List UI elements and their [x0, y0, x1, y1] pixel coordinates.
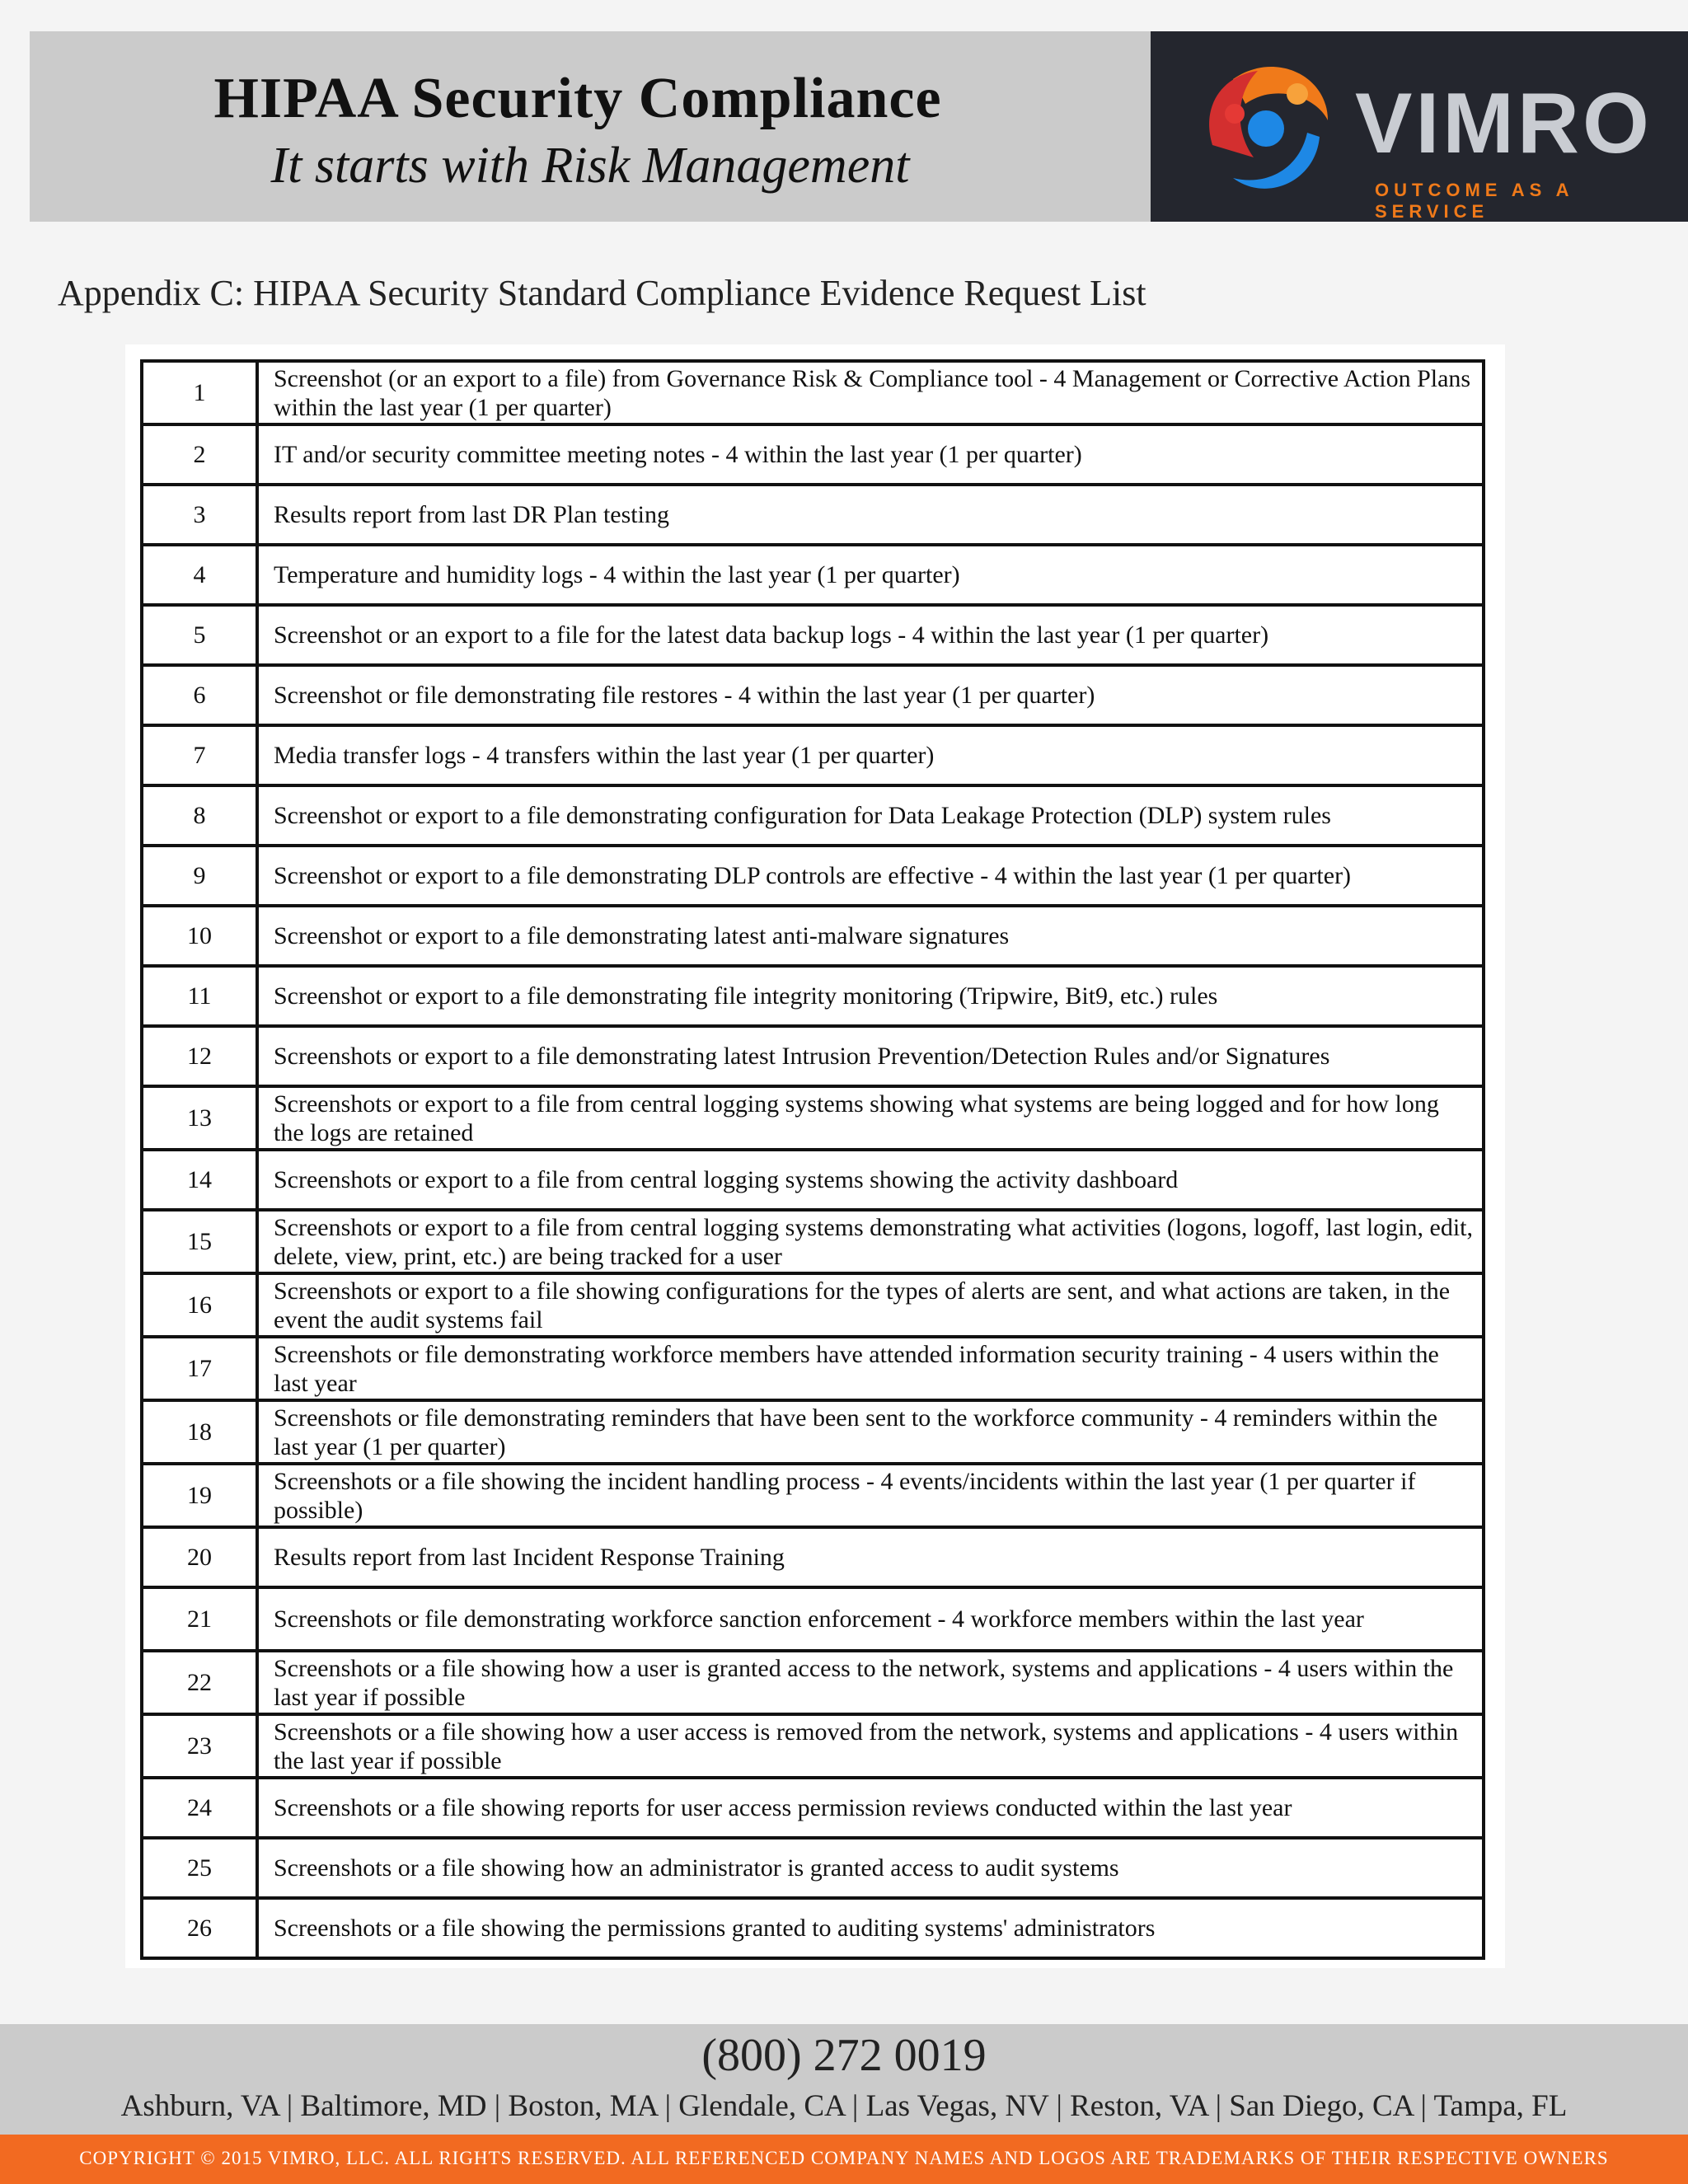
row-number: 18	[142, 1400, 257, 1464]
footer-phone: (800) 272 0019	[701, 2030, 987, 2081]
row-description: Screenshots or export to a file showing configurations for the types of alerts are sent, and what actions are taken, in the event the audit systems fail	[257, 1273, 1484, 1337]
row-number: 17	[142, 1337, 257, 1400]
row-number: 6	[142, 665, 257, 725]
row-description: Screenshots or file demonstrating workforce members have attended information security training - 4 users within the last year	[257, 1337, 1484, 1400]
row-number: 15	[142, 1210, 257, 1273]
copyright-text: COPYRIGHT © 2015 VIMRO, LLC. ALL RIGHTS RESERVED. ALL REFERENCED COMPANY NAMES AND LOGOS ARE TRADEMARKS OF THEIR RESPECTIVE OWNERS	[79, 2148, 1609, 2168]
footer	[0, 2024, 1688, 2135]
row-description: Screenshots or export to a file from central logging systems demonstrating what activities (logons, logoff, last login, edit, delete, view, print, etc.) are being tracked for a user	[257, 1210, 1484, 1273]
row-number: 26	[142, 1898, 257, 1958]
row-number: 25	[142, 1838, 257, 1898]
table-row	[142, 1778, 1484, 1838]
row-number: 21	[142, 1587, 257, 1651]
row-number: 2	[142, 424, 257, 485]
row-number: 7	[142, 725, 257, 785]
table-row	[142, 1150, 1484, 1210]
row-number: 24	[142, 1778, 257, 1838]
table-row	[142, 1587, 1484, 1651]
row-description: Screenshots or a file showing how a user access is removed from the network, systems and applications - 4 users within the last year if possible	[257, 1714, 1484, 1778]
row-number: 3	[142, 485, 257, 545]
row-description: Screenshots or a file showing how an administrator is granted access to audit systems	[257, 1838, 1484, 1898]
row-description: Media transfer logs - 4 transfers within the last year (1 per quarter)	[257, 725, 1484, 785]
page-header	[30, 31, 1151, 222]
row-description: Temperature and humidity logs - 4 within the last year (1 per quarter)	[257, 545, 1484, 605]
row-number: 16	[142, 1273, 257, 1337]
row-description: Screenshot or export to a file demonstrating latest anti-malware signatures	[257, 906, 1484, 966]
row-number: 20	[142, 1527, 257, 1587]
row-description: Screenshots or file demonstrating workforce sanction enforcement - 4 workforce members within the last year	[257, 1587, 1484, 1651]
evidence-table-panel	[125, 344, 1505, 1968]
row-number: 8	[142, 785, 257, 846]
table-row	[142, 846, 1484, 906]
row-description: IT and/or security committee meeting notes - 4 within the last year (1 per quarter)	[257, 424, 1484, 485]
table-row	[142, 1464, 1484, 1527]
table-row	[142, 906, 1484, 966]
row-description: Screenshot or export to a file demonstrating DLP controls are effective - 4 within the last year (1 per quarter)	[257, 846, 1484, 906]
row-description: Screenshots or a file showing the incident handling process - 4 events/incidents within the last year (1 per quarter if possible)	[257, 1464, 1484, 1527]
row-number: 19	[142, 1464, 257, 1527]
row-description: Screenshot or an export to a file for the latest data backup logs - 4 within the last year (1 per quarter)	[257, 605, 1484, 665]
row-description: Screenshots or a file showing the permissions granted to auditing systems' administrators	[257, 1898, 1484, 1958]
row-description: Screenshot or export to a file demonstrating file integrity monitoring (Tripwire, Bit9, etc.) rules	[257, 966, 1484, 1026]
row-description: Screenshots or a file showing how a user is granted access to the network, systems and applications - 4 users within the last year if possible	[257, 1651, 1484, 1714]
copyright-bar	[0, 2135, 1688, 2184]
table-row	[142, 1527, 1484, 1587]
row-description: Screenshots or export to a file from central logging systems showing what systems are being logged and for how long the logs are retained	[257, 1086, 1484, 1150]
logo-tagline: OUTCOME AS A SERVICE	[1375, 180, 1573, 222]
row-number: 23	[142, 1714, 257, 1778]
row-description: Screenshots or a file showing reports for user access permission reviews conducted within the last year	[257, 1778, 1484, 1838]
table-row	[142, 1898, 1484, 1958]
page-subtitle: It starts with Risk Management	[270, 138, 910, 194]
table-row	[142, 665, 1484, 725]
table-row	[142, 1838, 1484, 1898]
table-row	[142, 1714, 1484, 1778]
footer-locations: Ashburn, VA | Baltimore, MD | Boston, MA | Glendale, CA | Las Vegas, NV | Reston, VA | San Diego, CA | Tampa, FL	[120, 2089, 1568, 2123]
evidence-request-table	[140, 359, 1485, 1960]
table-row	[142, 966, 1484, 1026]
row-number: 22	[142, 1651, 257, 1714]
table-row	[142, 785, 1484, 846]
logo-wordmark: VIMRO	[1355, 76, 1653, 171]
row-number: 13	[142, 1086, 257, 1150]
row-number: 10	[142, 906, 257, 966]
table-row	[142, 725, 1484, 785]
row-description: Results report from last Incident Response Training	[257, 1527, 1484, 1587]
table-row	[142, 1651, 1484, 1714]
table-row	[142, 545, 1484, 605]
logo-block	[1151, 31, 1688, 222]
row-number: 5	[142, 605, 257, 665]
table-row	[142, 485, 1484, 545]
vimro-logo-icon	[1184, 46, 1348, 211]
row-description: Screenshot or export to a file demonstrating configuration for Data Leakage Protection (DLP) system rules	[257, 785, 1484, 846]
row-number: 11	[142, 966, 257, 1026]
row-description: Screenshots or file demonstrating reminders that have been sent to the workforce community - 4 reminders within the last year (1 per quarter)	[257, 1400, 1484, 1464]
row-description: Results report from last DR Plan testing	[257, 485, 1484, 545]
table-row	[142, 1273, 1484, 1337]
table-row	[142, 1400, 1484, 1464]
row-description: Screenshot or file demonstrating file restores - 4 within the last year (1 per quarter)	[257, 665, 1484, 725]
table-row	[142, 1026, 1484, 1086]
row-number: 9	[142, 846, 257, 906]
row-number: 1	[142, 361, 257, 424]
row-number: 4	[142, 545, 257, 605]
table-row	[142, 424, 1484, 485]
table-row	[142, 1210, 1484, 1273]
table-row	[142, 1337, 1484, 1400]
table-row	[142, 361, 1484, 424]
row-number: 12	[142, 1026, 257, 1086]
row-number: 14	[142, 1150, 257, 1210]
row-description: Screenshots or export to a file from central logging systems showing the activity dashboard	[257, 1150, 1484, 1210]
appendix-title: Appendix C: HIPAA Security Standard Compliance Evidence Request List	[58, 273, 1146, 313]
page-title: HIPAA Security Compliance	[213, 67, 942, 130]
table-row	[142, 605, 1484, 665]
row-description: Screenshot (or an export to a file) from Governance Risk & Compliance tool - 4 Management or Corrective Action Plans within the last year (1 per quarter)	[257, 361, 1484, 424]
table-row	[142, 1086, 1484, 1150]
row-description: Screenshots or export to a file demonstrating latest Intrusion Prevention/Detection Rules and/or Signatures	[257, 1026, 1484, 1086]
